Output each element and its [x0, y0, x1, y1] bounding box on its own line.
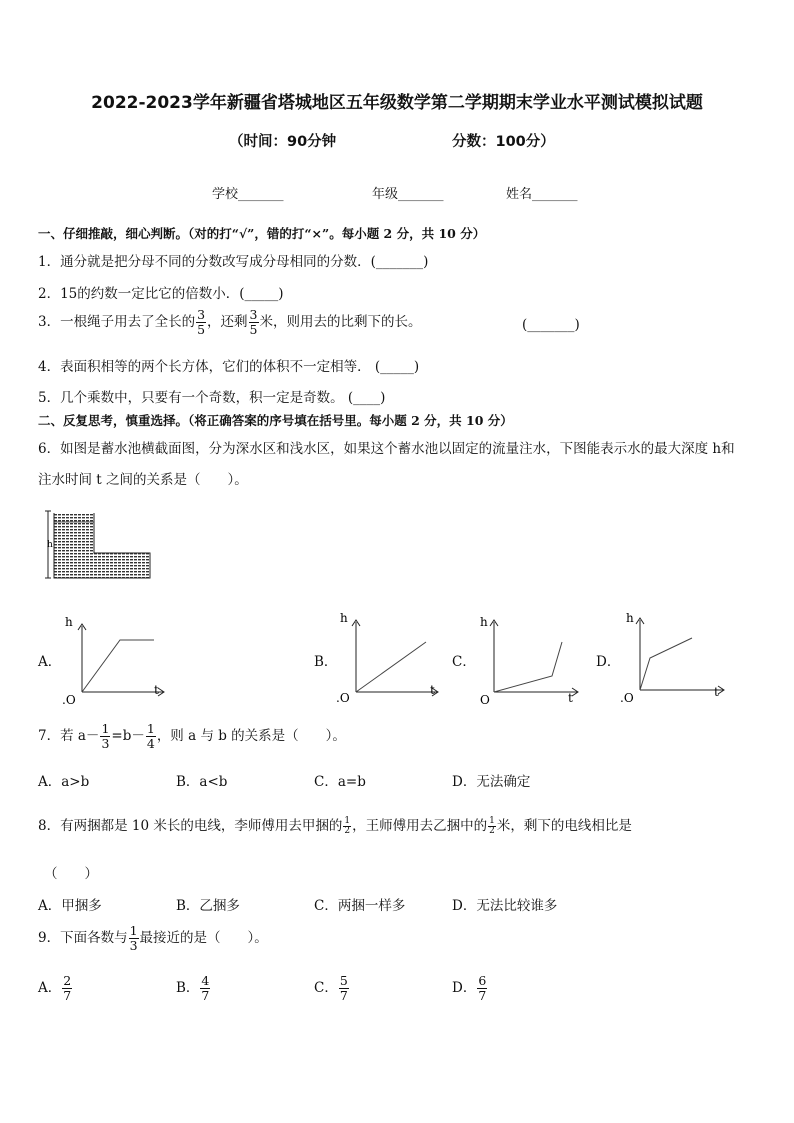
q7-fraction-1: $\frac{1}{3}$ [101, 721, 110, 751]
q8-text-a: 8．有两捆都是 10 米长的电线，李师傅用去甲捆的 [38, 818, 343, 834]
school-field: 学校_______ [212, 187, 284, 202]
question-7 [38, 722, 346, 751]
q8-fraction-2: $\frac{1}{2}$ [489, 816, 495, 836]
question-8 [38, 814, 632, 836]
graph-A-h: h [65, 615, 73, 629]
graph-B-o: .O [336, 691, 350, 705]
option-6D-label: D． [596, 654, 621, 670]
q7-text-c: ，则 a 与 b 的关系是（ ）。 [156, 728, 346, 744]
q8-text-c: 米，剩下的电线相比是 [496, 818, 632, 834]
graph-D [620, 606, 730, 706]
q9-text-a: 9．下面各数与 [38, 930, 128, 946]
page-title: 2022-2023学年新疆省塔城地区五年级数学第二学期期末学业水平测试模拟试题 [91, 93, 703, 113]
graph-D-h: h [626, 611, 634, 625]
q9-fraction: $\frac{1}{3}$ [129, 923, 138, 953]
q8-option-C: C．两捆一样多 [314, 898, 406, 914]
grade-field: 年级_______ [372, 187, 444, 202]
q3-text-b: ，还剩 [207, 314, 248, 330]
question-3 [38, 308, 422, 337]
q8-answer-paren: （ ） [44, 866, 98, 882]
q7-text-b: =b－ [111, 728, 145, 744]
question-6-line2: 注水时间 t 之间的关系是（ ）。 [38, 472, 248, 488]
q3-text-a: 3．一根绳子用去了全长的 [38, 314, 196, 330]
graph-A-o: .O [62, 693, 76, 707]
q9-text-b: 最接近的是（ ）。 [139, 930, 268, 946]
pool-h-label: h [47, 540, 53, 550]
q8-fraction-1: $\frac{1}{2}$ [344, 816, 351, 836]
q9-option-A: A． $\frac{2}{7}$ [38, 973, 72, 1003]
q9-option-B-fraction: $\frac{4}{7}$ [201, 973, 210, 1003]
option-6C-label: C． [452, 654, 476, 670]
q9-option-B: B． $\frac{4}{7}$ [176, 973, 210, 1003]
q8-option-A: A．甲捆多 [38, 898, 102, 914]
q7-option-D: D．无法确定 [452, 774, 531, 790]
graph-C-h: h [480, 615, 488, 629]
question-9 [38, 924, 268, 953]
graph-B-h: h [340, 611, 348, 625]
q3-text-c: 米，则用去的比剩下的长。 [259, 314, 422, 330]
option-6A-label: A． [38, 654, 62, 670]
graph-C-o: O [480, 693, 490, 707]
q9-option-D: D． $\frac{6}{7}$ [452, 973, 487, 1003]
q7-fraction-2: $\frac{1}{4}$ [146, 721, 155, 751]
question-5: 5．几个乘数中，只要有一个奇数，积一定是奇数。 (____) [38, 390, 386, 406]
q8-option-D: D．无法比较谁多 [452, 898, 558, 914]
question-6-line1: 6．如图是蓄水池横截面图，分为深水区和浅水区，如果这个蓄水池以固定的流量注水，下图能表示水的最大深度 h和 [38, 441, 735, 457]
q7-option-C: C．a=b [314, 774, 366, 790]
question-1: 1．通分就是把分母不同的分数改写成分母相同的分数．(_______) [38, 254, 429, 270]
graph-A [60, 612, 170, 708]
graph-B [334, 606, 444, 706]
q8-option-B: B．乙捆多 [176, 898, 240, 914]
q9-option-C-fraction: $\frac{5}{7}$ [339, 973, 348, 1003]
name-field: 姓名_______ [506, 187, 578, 202]
question-4: 4．表面积相等的两个长方体，它们的体积不一定相等． (_____) [38, 359, 420, 375]
q9-option-D-fraction: $\frac{6}{7}$ [478, 973, 487, 1003]
q8-text-b: ，王师傅用去乙捆中的 [352, 818, 488, 834]
q3-fraction-1: $\frac{3}{5}$ [197, 307, 206, 337]
graph-D-t: t [714, 685, 719, 699]
q9-option-C: C． $\frac{5}{7}$ [314, 973, 348, 1003]
graph-A-t: t [154, 683, 159, 697]
section1-heading: 一、仔细推敲，细心判断。（对的打“√”，错的打“×”。每小题 2 分，共 10 分） [38, 226, 486, 241]
pool-cross-section [42, 508, 162, 584]
q7-text-a: 7．若 a－ [38, 728, 100, 744]
graph-B-t: t [430, 683, 435, 697]
section2-heading: 二、反复思考，慎重选择。（将正确答案的序号填在括号里。每小题 2 分，共 10 分） [38, 413, 513, 428]
exam-time: （时间：90分钟 [229, 134, 337, 150]
graph-C [474, 608, 584, 708]
question-2: 2．15的约数一定比它的倍数小．(_____) [38, 286, 284, 302]
graph-D-o: .O [620, 691, 634, 705]
q3-answer-blank: (_______) [522, 317, 580, 333]
q3-fraction-2: $\frac{3}{5}$ [249, 307, 258, 337]
graph-C-t: t [568, 691, 573, 705]
q7-option-A: A．a>b [38, 774, 90, 790]
q7-option-B: B．a<b [176, 774, 228, 790]
q9-option-A-fraction: $\frac{2}{7}$ [63, 973, 72, 1003]
exam-score: 分数：100分） [452, 134, 555, 150]
option-6B-label: B． [314, 654, 338, 670]
